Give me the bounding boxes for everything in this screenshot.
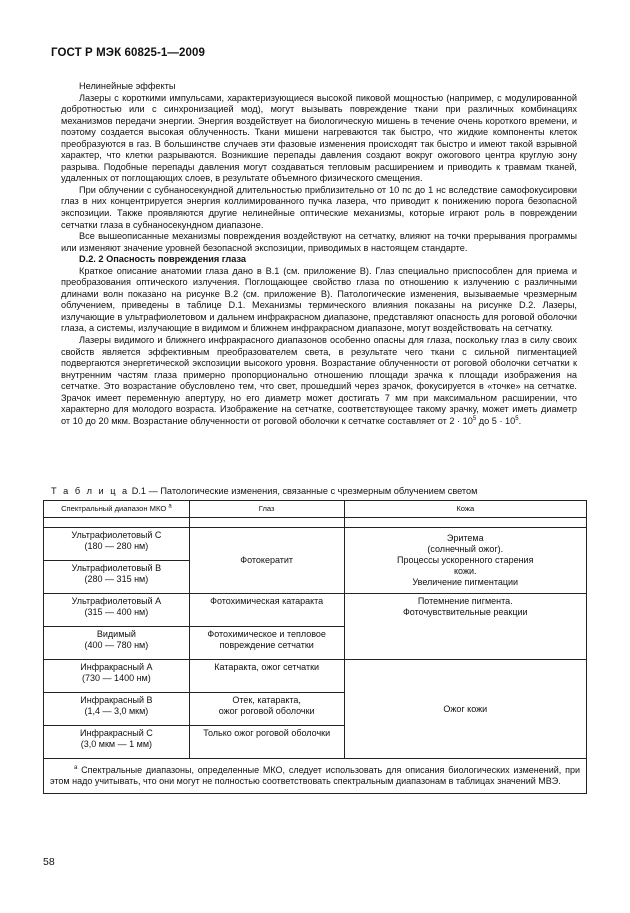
range-cell (44, 660, 190, 693)
eye-cell: Фотокератит (189, 528, 344, 594)
eye-cell: Только ожог роговой оболочки (189, 726, 344, 759)
spacer (44, 518, 190, 528)
caption-prefix: Т а б л и ц а (51, 486, 130, 496)
paragraph-text: . (518, 415, 522, 426)
range-name: Инфракрасный В (80, 695, 153, 705)
section-heading: D.2. 2 Опасность повреждения глаза (79, 254, 247, 265)
range-values: (280 — 315 нм) (84, 574, 149, 584)
skin-line: Потемнение пигмента. (417, 596, 513, 606)
range-cell (44, 594, 190, 627)
paragraph: При облучении с субнаносекундной длительностью приблизительно от 10 пс до 1 нс вследствие самофокусировки глаз в них концентрируется энергия коллимированного пучка лазера, что приводит к понижению порога безопасной экспозиции. Также проявляются другие нелинейные оптические механизмы, которые играют роль в повреждении сетчатки глаза в субнаносекундном диапазоне. (61, 184, 577, 230)
eye-line: Фотохимическое и тепловое (207, 629, 326, 639)
skin-line: (солнечный ожог). (427, 544, 504, 554)
page-number: 58 (43, 856, 55, 868)
range-name: Инфракрасный А (80, 662, 153, 672)
footnote-row (44, 759, 587, 794)
range-name: Инфракрасный С (80, 728, 153, 738)
skin-cell (344, 594, 586, 660)
skin-line: кожи. (454, 566, 477, 576)
range-cell (44, 693, 190, 726)
document-header: ГОСТ Р МЭК 60825-1—2009 (51, 47, 205, 59)
column-header (44, 501, 190, 518)
paragraph: Все вышеописанные механизмы повреждения воздействуют на сетчатку, влияют на точки прерывания программы или изменяют значение уровней безопасной экспозиции, приводимых в настоящем стандарте. (61, 231, 577, 253)
spacer (189, 518, 344, 528)
paragraph: Нелинейные эффекты (79, 81, 176, 91)
skin-cell (344, 528, 586, 594)
range-cell (44, 627, 190, 660)
eye-cell: Фотохимическая катаракта (189, 594, 344, 627)
range-name: Ультрафиолетовый А (71, 596, 162, 606)
body-text (61, 81, 577, 427)
eye-line: Отек, катаракта, (232, 695, 301, 705)
skin-line: Процессы ускоренного старения (397, 555, 534, 565)
table-row (44, 660, 587, 693)
table-caption (51, 486, 477, 496)
footnote-marker: а (74, 765, 78, 771)
range-name: Видимый (96, 629, 136, 639)
range-values: (730 — 1400 нм) (82, 673, 151, 683)
range-values: (1,4 — 3,0 мкм) (84, 706, 149, 716)
table-footnote (44, 759, 587, 794)
table-row (44, 594, 587, 627)
range-values: (400 — 780 нм) (84, 640, 149, 650)
range-name: Ультрафиолетовый В (71, 563, 162, 573)
paragraph: Лазеры с короткими импульсами, характеризующиеся высокой пиковой мощностью (например, с модулированной добротностью или с синхронизацией мод), могут вызывать повреждение ткани при различных комбинациях механизмов передачи энергии. Энергия воздействует на биологическую мишень в течение очень короткого времени, и поэтому создается высокая облученность. Ткани мишени нагреваются так быстро, что жидкие компоненты клеток преобразуются в газ. В большинстве случаев эти фазовые изменения происходят так быстро и имеют такой взрывной характер, что клетки разрываются. Возникшие перепады давления создают вокруг ожогового центра круглую зону разрыва. Подобные перепады давления могут создаваться тепловым расширением и приводить к травмам тканей, удаленных от поглощающих слоев, в результате объемного физического смещения. (61, 92, 577, 184)
range-values: (315 — 400 нм) (84, 607, 149, 617)
paragraph (61, 335, 577, 427)
range-values: (180 — 280 нм) (84, 541, 149, 551)
range-cell (44, 726, 190, 759)
column-header: Кожа (344, 501, 586, 518)
eye-cell: Катаракта, ожог сетчатки (189, 660, 344, 693)
skin-line: Эритема (446, 533, 484, 543)
footnote-text: Спектральные диапазоны, определенные МКО, следует использовать для описания биологических изменений, при этом надо учитывать, что они могут не полностью соответствовать спектральным диапазонам в таблицах значений МВЭ. (50, 765, 580, 786)
skin-line: Фоточувствительные реакции (402, 607, 528, 617)
range-cell (44, 561, 190, 594)
eye-cell (189, 693, 344, 726)
eye-line: ожог роговой оболочки (218, 706, 315, 716)
paragraph: Краткое описание анатомии глаза дано в В.1 (см. приложение В). Глаз специально приспособлен для приема и преобразования оптического излучения. Поглощающее свойство глаза по отношению к излучению с различными длинами волн показано на рисунке В.2 (см. приложение В). Патологические изменения, вызываемые чрезмерным облучением, приведены в таблице D.1. Механизмы термического влияния показаны на рисунке D.2. Лазеры, излучающие в ультрафиолетовом и дальнем инфракрасном диапазоне, представляют опасность для роговой оболочки глаза, а системы, излучающие в видимом и ближнем инфракрасном диапазоне, могут воздействовать на сетчатку. (61, 265, 577, 334)
paragraph-text: Лазеры видимого и ближнего инфракрасного диапазонов особенно опасны для глаза, поскольку глаз в силу своих свойств является эффективным преобразователем света, в результате чего ткани с сильной пигментацией подвергаются энергетической экспозиции высокого уровня. Возрастание облученности от роговой оболочки сетчатки к внутренним частям глаза примерно пропорционально отношению площади зрачка к площади изображения на сетчатке. Это возрастание обусловлено тем, что свет, прошедший через зрачок, фокусируется в «точке» на сетчатке. Зрачок имеет переменную апертуру, но его диаметр может достигать 7 мм при максимальном расширении, что характерно для молодого возраста. Изображение на сетчатке, соответствующее такому зрачку, может иметь диаметр от 10 до 20 мкм. Возрастание облученности от роговой оболочки к сетчатке составляет от 2 · 10 (61, 335, 577, 426)
caption-text: D.1 — Патологические изменения, связанные с чрезмерным облучением светом (129, 486, 478, 496)
spacer (344, 518, 586, 528)
superscript: 5 (515, 415, 519, 422)
table-header-row (44, 501, 587, 518)
eye-line: повреждение сетчатки (219, 640, 314, 650)
superscript: 5 (472, 415, 477, 422)
paragraph-text: до 5 · 10 (476, 415, 516, 426)
skin-line: Увеличение пигментации (412, 577, 519, 587)
eye-cell (189, 627, 344, 660)
range-name: Ультрафиолетовый С (71, 530, 162, 540)
footnote-marker: а (168, 503, 172, 510)
range-cell (44, 528, 190, 561)
table-row (44, 528, 587, 561)
header-text: Спектральный диапазон МКО (61, 504, 167, 513)
range-values: (3,0 мкм — 1 мм) (80, 739, 152, 749)
skin-cell: Ожог кожи (344, 660, 586, 759)
pathology-table (43, 500, 587, 794)
spacer-row (44, 518, 587, 528)
column-header: Глаз (189, 501, 344, 518)
